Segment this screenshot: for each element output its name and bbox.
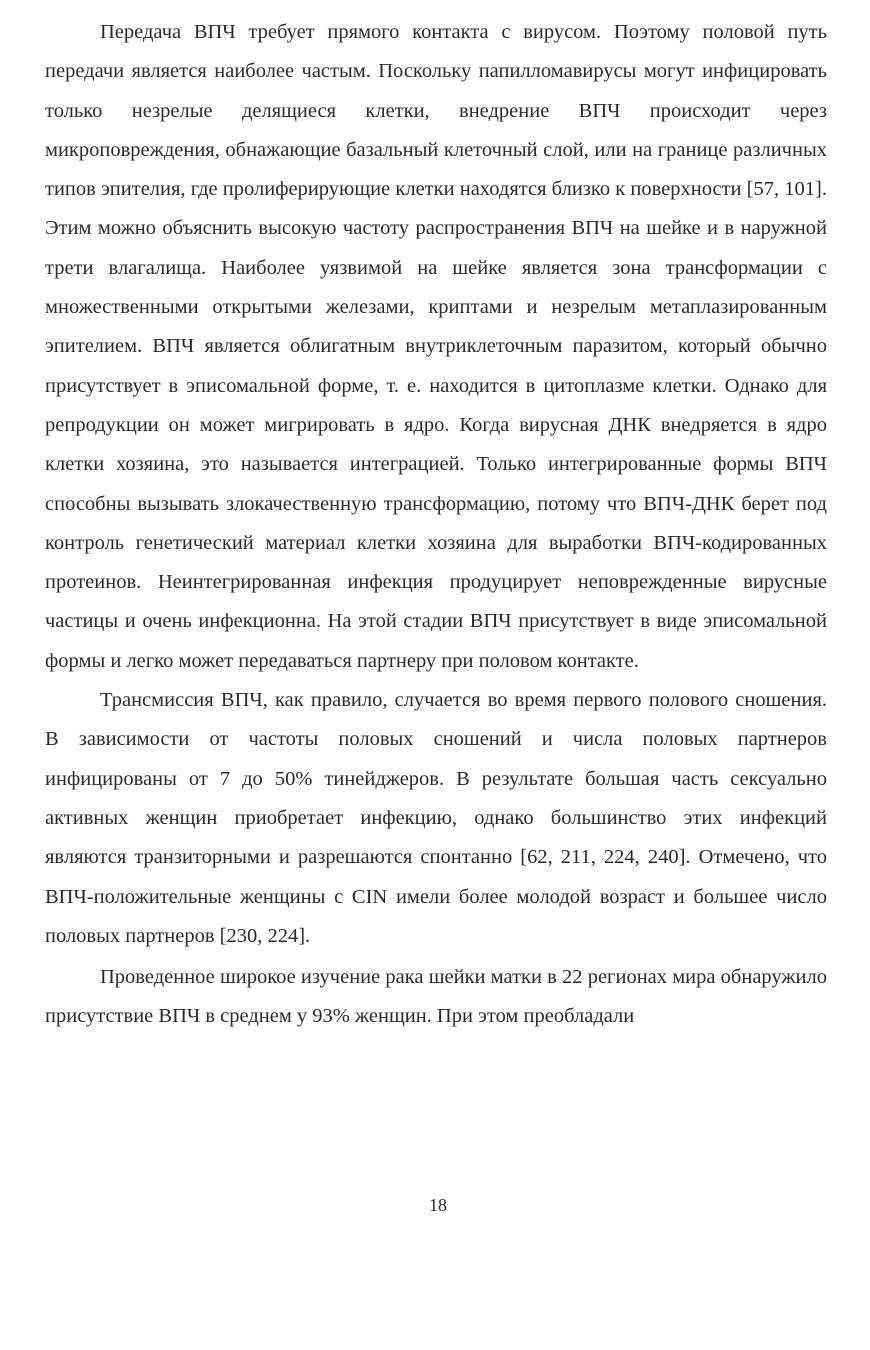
- paragraph-1: Передача ВПЧ требует прямого контакта с вирусом. Поэтому половой путь передачи является наиболее частым. Поскольку папилломавирусы могут инфицировать только незрелые делящиеся клетки, внедрение ВПЧ происходит через микроповреждения, обнажающие базальный клеточный слой, или на границе различных типов эпителия, где пролиферирующие клетки находятся близко к поверхности [57, 101]. Этим можно объяснить высокую частоту распространения ВПЧ на шейке и в наружной трети влагалища. Наиболее уязвимой на шейке является зона трансформации с множественными открытыми железами, криптами и незрелым метаплазированным эпителием. ВПЧ является облигатным внутриклеточным паразитом, который обычно присутствует в эписомальной форме, т. е. находится в цитоплазме клетки. Однако для репродукции он может мигрировать в ядро. Когда вирусная ДНК внедряется в ядро клетки хозяина, это называется интеграцией. Только интегрированные формы ВПЧ способны вызывать злокачественную трансформацию, потому что ВПЧ-ДНК берет под контроль генетический материал клетки хозяина для выработки ВПЧ-кодированных протеинов. Неинтегрированная инфекция продуцирует неповрежденные вирусные частицы и очень инфекционна. На этой стадии ВПЧ присутствует в виде эписомальной формы и легко может передаваться партнеру при половом контакте.: [45, 21, 827, 672]
- page-number: 18: [429, 1195, 447, 1215]
- body-text: [45, 13, 827, 1037]
- paragraph-2: Трансмиссия ВПЧ, как правило, случается во время первого полового сношения. В зависимости от частоты половых сношений и числа половых партнеров инфицированы от 7 до 50% тинейджеров. В результате большая часть сексуально активных женщин приобретает инфекцию, однако большинство этих инфекций являются транзиторными и разрешаются спонтанно [62, 211, 224, 240]. Отмечено, что ВПЧ-положительные женщины с CIN имели более молодой возраст и большее число половых партнеров [230, 224].: [45, 689, 827, 947]
- paragraph-3: Проведенное широкое изучение рака шейки матки в 22 регионах мира обнаружило присутствие ВПЧ в среднем у 93% женщин. При этом преобладали: [45, 966, 827, 1028]
